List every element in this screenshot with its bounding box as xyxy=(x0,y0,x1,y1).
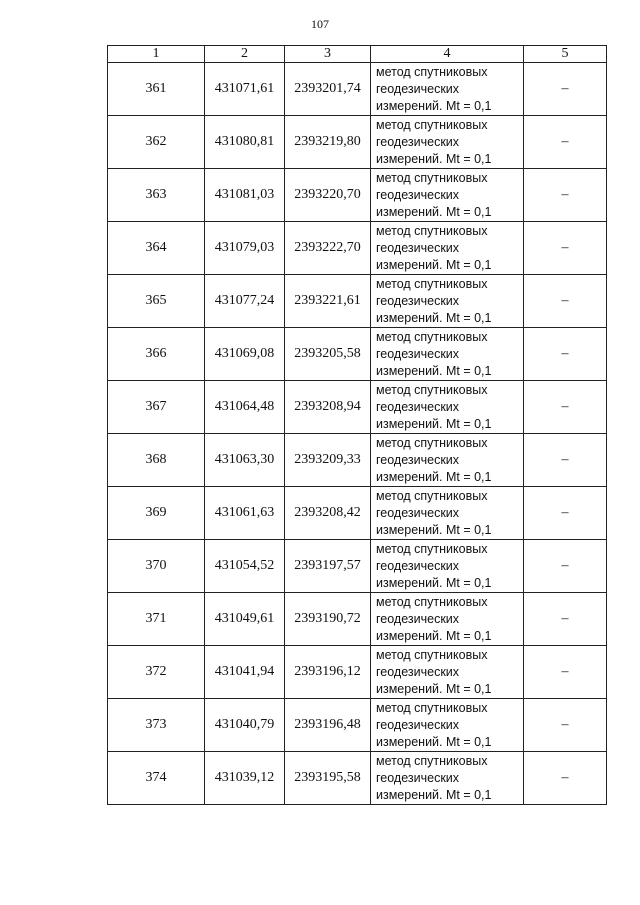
method-line-1: метод спутниковых xyxy=(376,753,488,768)
point-number-cell: 371 xyxy=(108,593,205,646)
note-cell: – xyxy=(524,434,607,487)
method-line-3: измерений. Mt = 0,1 xyxy=(376,734,492,749)
method-cell xyxy=(371,116,524,169)
method-cell xyxy=(371,699,524,752)
page-number: 107 xyxy=(311,17,329,31)
note-cell: – xyxy=(524,275,607,328)
table-row xyxy=(108,540,607,593)
method-line-3: измерений. Mt = 0,1 xyxy=(376,575,492,590)
method-line-1: метод спутниковых xyxy=(376,223,488,238)
method-line-3: измерений. Mt = 0,1 xyxy=(376,257,492,272)
table-row xyxy=(108,222,607,275)
point-number-cell: 372 xyxy=(108,646,205,699)
point-number-cell: 367 xyxy=(108,381,205,434)
y-coordinate-cell: 2393196,12 xyxy=(285,646,371,699)
x-coordinate-cell: 431054,52 xyxy=(205,540,285,593)
method-cell xyxy=(371,540,524,593)
note-cell: – xyxy=(524,116,607,169)
table-row xyxy=(108,699,607,752)
y-coordinate-cell: 2393208,94 xyxy=(285,381,371,434)
table-row xyxy=(108,328,607,381)
method-line-2: геодезических xyxy=(376,664,460,679)
table-header xyxy=(108,46,607,63)
method-line-1: метод спутниковых xyxy=(376,488,488,503)
method-line-2: геодезических xyxy=(376,134,460,149)
table-row xyxy=(108,63,607,116)
method-line-3: измерений. Mt = 0,1 xyxy=(376,98,492,113)
x-coordinate-cell: 431041,94 xyxy=(205,646,285,699)
note-cell: – xyxy=(524,646,607,699)
table-row xyxy=(108,381,607,434)
method-line-1: метод спутниковых xyxy=(376,435,488,450)
method-line-3: измерений. Mt = 0,1 xyxy=(376,416,492,431)
method-cell xyxy=(371,63,524,116)
method-line-3: измерений. Mt = 0,1 xyxy=(376,787,492,802)
y-coordinate-cell: 2393195,58 xyxy=(285,752,371,805)
y-coordinate-cell: 2393221,61 xyxy=(285,275,371,328)
method-line-3: измерений. Mt = 0,1 xyxy=(376,204,492,219)
x-coordinate-cell: 431063,30 xyxy=(205,434,285,487)
method-line-3: измерений. Mt = 0,1 xyxy=(376,469,492,484)
method-line-1: метод спутниковых xyxy=(376,276,488,291)
note-cell: – xyxy=(524,169,607,222)
method-line-2: геодезических xyxy=(376,558,460,573)
note-cell: – xyxy=(524,487,607,540)
point-number-cell: 366 xyxy=(108,328,205,381)
point-number-cell: 369 xyxy=(108,487,205,540)
table-row xyxy=(108,116,607,169)
method-cell xyxy=(371,328,524,381)
table-body xyxy=(108,63,607,805)
method-line-1: метод спутниковых xyxy=(376,64,488,79)
method-line-2: геодезических xyxy=(376,240,460,255)
method-cell xyxy=(371,381,524,434)
x-coordinate-cell: 431079,03 xyxy=(205,222,285,275)
point-number-cell: 362 xyxy=(108,116,205,169)
table-row xyxy=(108,593,607,646)
method-line-3: измерений. Mt = 0,1 xyxy=(376,151,492,166)
method-cell xyxy=(371,593,524,646)
method-line-1: метод спутниковых xyxy=(376,117,488,132)
point-number-cell: 368 xyxy=(108,434,205,487)
method-line-1: метод спутниковых xyxy=(376,541,488,556)
method-line-1: метод спутниковых xyxy=(376,594,488,609)
method-line-2: геодезических xyxy=(376,505,460,520)
method-line-3: измерений. Mt = 0,1 xyxy=(376,628,492,643)
method-line-1: метод спутниковых xyxy=(376,170,488,185)
x-coordinate-cell: 431077,24 xyxy=(205,275,285,328)
header-row xyxy=(108,46,607,63)
x-coordinate-cell: 431080,81 xyxy=(205,116,285,169)
note-cell: – xyxy=(524,752,607,805)
y-coordinate-cell: 2393209,33 xyxy=(285,434,371,487)
method-cell xyxy=(371,275,524,328)
y-coordinate-cell: 2393222,70 xyxy=(285,222,371,275)
x-coordinate-cell: 431040,79 xyxy=(205,699,285,752)
y-coordinate-cell: 2393190,72 xyxy=(285,593,371,646)
point-number-cell: 374 xyxy=(108,752,205,805)
table-row xyxy=(108,487,607,540)
point-number-cell: 373 xyxy=(108,699,205,752)
y-coordinate-cell: 2393219,80 xyxy=(285,116,371,169)
table-row xyxy=(108,169,607,222)
x-coordinate-cell: 431039,12 xyxy=(205,752,285,805)
point-number-cell: 364 xyxy=(108,222,205,275)
y-coordinate-cell: 2393196,48 xyxy=(285,699,371,752)
y-coordinate-cell: 2393197,57 xyxy=(285,540,371,593)
note-cell: – xyxy=(524,328,607,381)
point-number-cell: 361 xyxy=(108,63,205,116)
y-coordinate-cell: 2393201,74 xyxy=(285,63,371,116)
note-cell: – xyxy=(524,222,607,275)
x-coordinate-cell: 431081,03 xyxy=(205,169,285,222)
method-line-2: геодезических xyxy=(376,187,460,202)
x-coordinate-cell: 431061,63 xyxy=(205,487,285,540)
method-line-3: измерений. Mt = 0,1 xyxy=(376,363,492,378)
method-line-3: измерений. Mt = 0,1 xyxy=(376,310,492,325)
method-cell xyxy=(371,434,524,487)
header-col-1: 1 xyxy=(108,46,205,63)
point-number-cell: 363 xyxy=(108,169,205,222)
coordinates-table xyxy=(107,45,607,805)
method-line-2: геодезических xyxy=(376,346,460,361)
table-row xyxy=(108,434,607,487)
table-row xyxy=(108,275,607,328)
method-line-2: геодезических xyxy=(376,81,460,96)
note-cell: – xyxy=(524,699,607,752)
method-line-2: геодезических xyxy=(376,293,460,308)
header-col-2: 2 xyxy=(205,46,285,63)
x-coordinate-cell: 431049,61 xyxy=(205,593,285,646)
method-cell xyxy=(371,752,524,805)
method-cell xyxy=(371,646,524,699)
method-cell xyxy=(371,487,524,540)
method-line-3: измерений. Mt = 0,1 xyxy=(376,522,492,537)
method-cell xyxy=(371,169,524,222)
table-row xyxy=(108,752,607,805)
point-number-cell: 365 xyxy=(108,275,205,328)
method-line-1: метод спутниковых xyxy=(376,329,488,344)
method-line-1: метод спутниковых xyxy=(376,700,488,715)
note-cell: – xyxy=(524,540,607,593)
x-coordinate-cell: 431064,48 xyxy=(205,381,285,434)
method-line-2: геодезических xyxy=(376,717,460,732)
y-coordinate-cell: 2393208,42 xyxy=(285,487,371,540)
table-row xyxy=(108,646,607,699)
x-coordinate-cell: 431071,61 xyxy=(205,63,285,116)
y-coordinate-cell: 2393205,58 xyxy=(285,328,371,381)
note-cell: – xyxy=(524,63,607,116)
method-line-3: измерений. Mt = 0,1 xyxy=(376,681,492,696)
note-cell: – xyxy=(524,593,607,646)
method-line-1: метод спутниковых xyxy=(376,647,488,662)
header-col-4: 4 xyxy=(371,46,524,63)
method-cell xyxy=(371,222,524,275)
method-line-2: геодезических xyxy=(376,611,460,626)
note-cell: – xyxy=(524,381,607,434)
method-line-2: геодезических xyxy=(376,452,460,467)
x-coordinate-cell: 431069,08 xyxy=(205,328,285,381)
point-number-cell: 370 xyxy=(108,540,205,593)
header-col-3: 3 xyxy=(285,46,371,63)
header-col-5: 5 xyxy=(524,46,607,63)
method-line-1: метод спутниковых xyxy=(376,382,488,397)
y-coordinate-cell: 2393220,70 xyxy=(285,169,371,222)
method-line-2: геодезических xyxy=(376,399,460,414)
method-line-2: геодезических xyxy=(376,770,460,785)
